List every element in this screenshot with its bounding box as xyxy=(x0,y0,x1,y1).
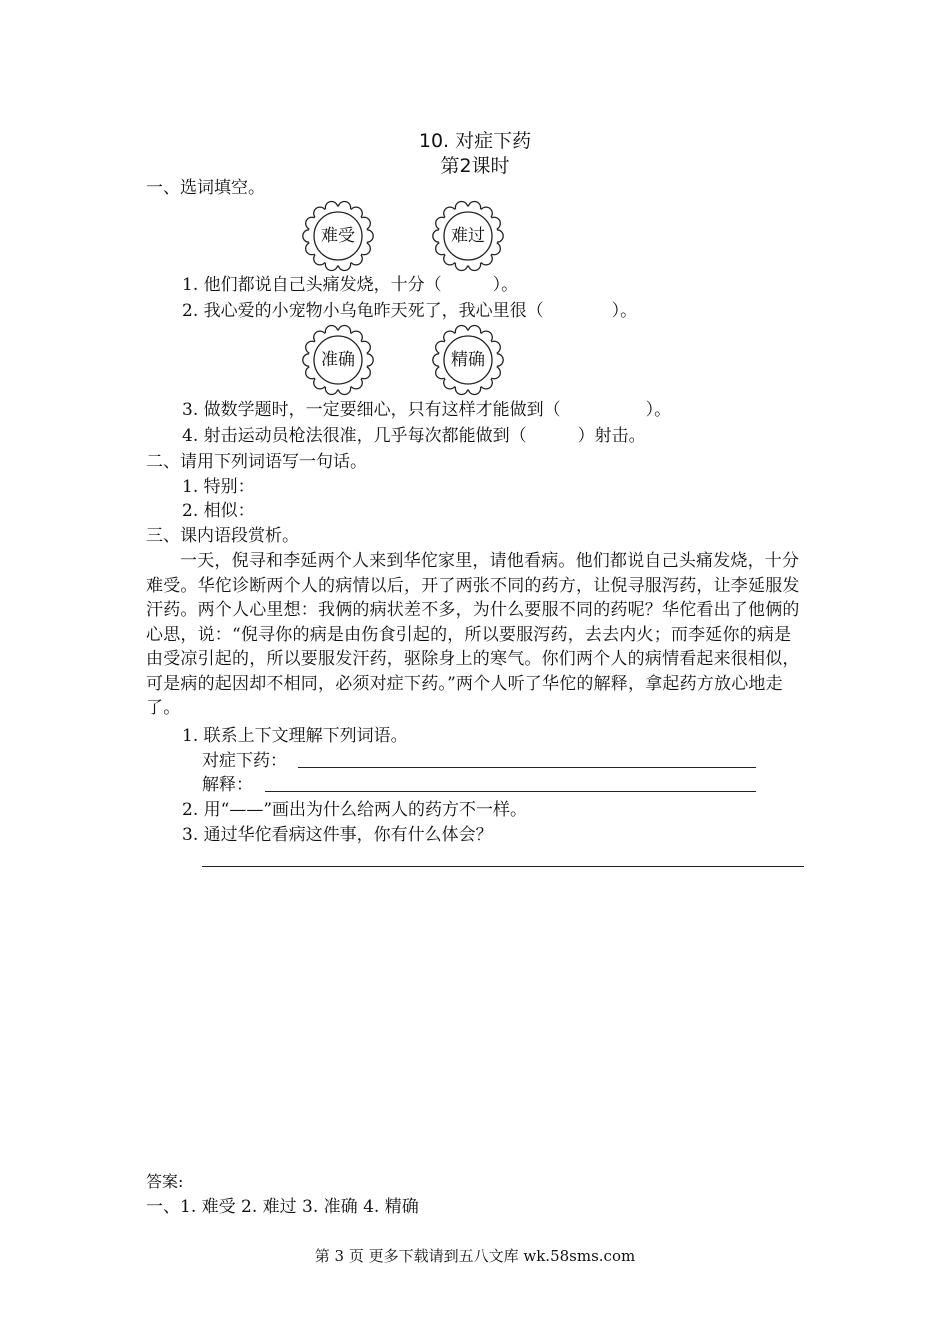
passage-question-1: 1. 联系上下文理解下列词语。 xyxy=(182,726,408,746)
word-option-flower xyxy=(432,324,504,396)
word-option-flower xyxy=(302,324,374,396)
page-footer: 第 3 页 更多下载请到五八文库 wk.58sms.com xyxy=(314,1247,636,1265)
term-label: 对症下药： xyxy=(202,751,287,771)
question-3: 3. 做数学题时，一定要细心，只有这样才能做到（ ）。 xyxy=(182,400,672,420)
question-1: 1. 他们都说自己头痛发烧，十分（ ）。 xyxy=(182,275,519,295)
section3-heading: 三、课内语段赏析。 xyxy=(146,526,299,546)
word-option: 难过 xyxy=(451,226,485,246)
word-option: 精确 xyxy=(451,350,485,370)
reading-passage: 一天，倪寻和李延两个人来到华佗家里，请他看病。他们都说自己头痛发烧，十分难受。华佗诊断两个人的病情以后，开了两张不同的药方，让倪寻服泻药，让李延服发汗药。两个人心里想：我俩的病状差不多，为什么要服不同的药呢？华佗看出了他俩的心思，说：“倪寻你的病是由伤食引起的，所以要服泻药，去去内火；而李延你的病是由受凉引起的，所以要服发汗药，驱除身上的寒气。你们两个人的病情看起来很相似，可是病的起因却不相同，必须对症下药。”两个人听了华佗的解释，拿起药方放心地走了。 xyxy=(146,551,800,718)
explanation-label: 解释： xyxy=(202,775,253,795)
answers-label: 答案: xyxy=(146,1172,184,1191)
page-title: 10. 对症下药 xyxy=(418,130,532,152)
answers-line: 一、1. 难受 2. 难过 3. 准确 4. 精确 xyxy=(146,1197,419,1217)
word-option-flower xyxy=(432,200,504,272)
sentence-prompt-1: 1. 特别： xyxy=(182,477,255,497)
passage-question-2: 2. 用“——”画出为什么给两人的药方不一样。 xyxy=(182,800,528,820)
question-2: 2. 我心爱的小宠物小乌龟昨天死了，我心里很（ ）。 xyxy=(182,301,638,321)
section2-heading: 二、请用下列词语写一句话。 xyxy=(146,452,367,472)
word-option: 准确 xyxy=(321,350,355,370)
passage-question-3: 3. 通过华佗看病这件事，你有什么体会？ xyxy=(182,825,493,845)
question-4: 4. 射击运动员枪法很准，几乎每次都能做到（ ）射击。 xyxy=(182,426,646,446)
answer-line xyxy=(265,791,756,792)
answer-line xyxy=(298,767,756,768)
word-option: 难受 xyxy=(321,226,355,246)
section1-heading: 一、选词填空。 xyxy=(146,178,265,198)
word-option-flower xyxy=(302,200,374,272)
answer-line xyxy=(202,866,804,867)
sentence-prompt-2: 2. 相似： xyxy=(182,501,255,521)
page-subtitle: 第2课时 xyxy=(440,155,510,177)
